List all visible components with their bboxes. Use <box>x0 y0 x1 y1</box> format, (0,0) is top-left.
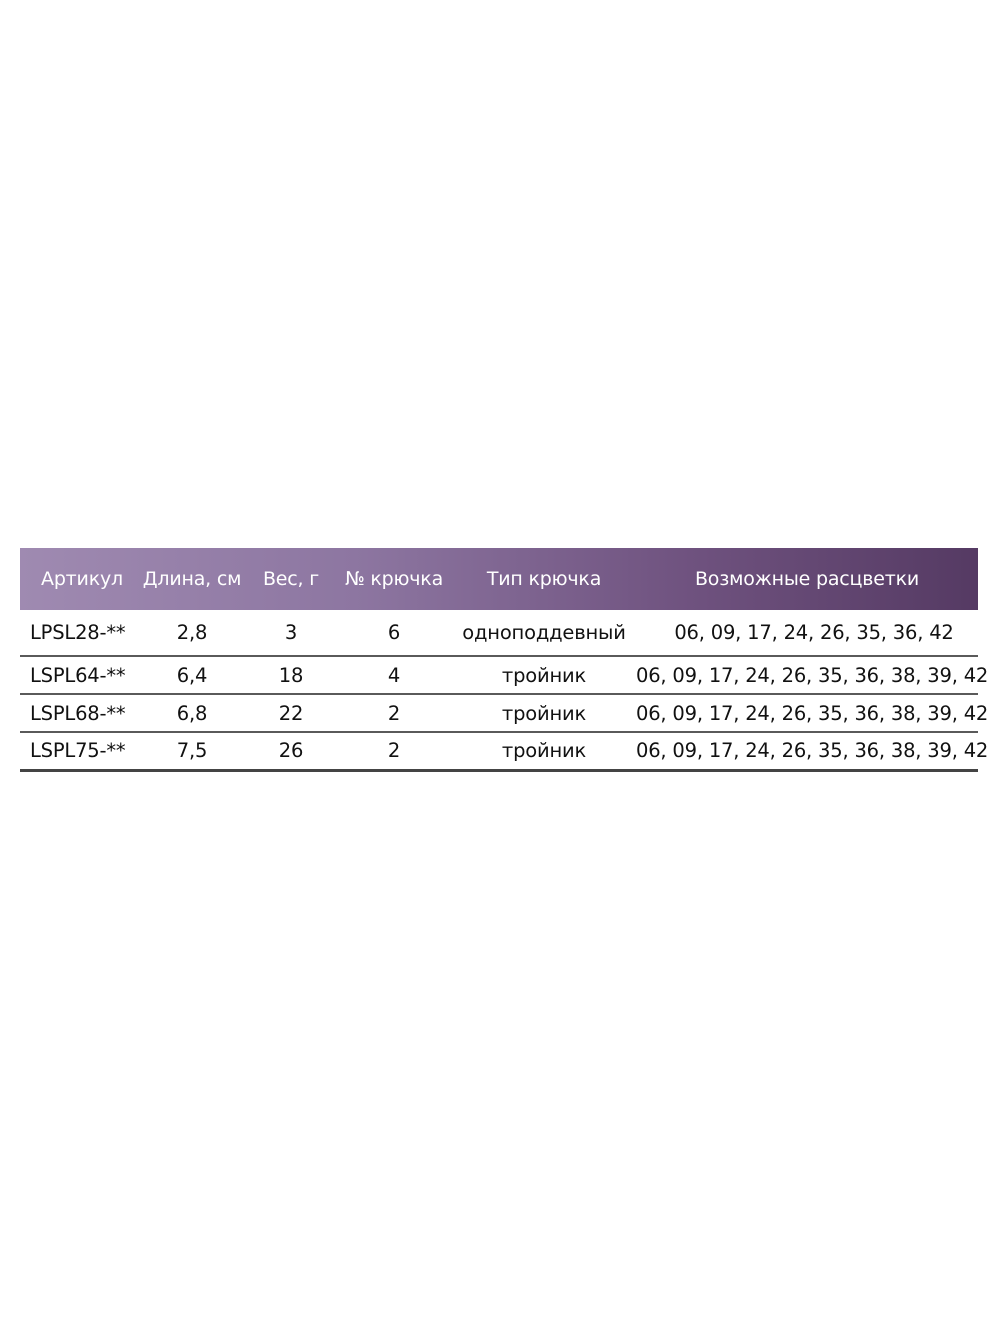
cell-article: LSPL75-** <box>20 732 138 770</box>
cell-weight: 26 <box>246 732 336 770</box>
header-hook-number: № крючка <box>344 568 444 590</box>
cell-article: LSPL64-** <box>20 656 138 694</box>
cell-hook-number: 2 <box>336 732 452 770</box>
cell-hook-number: 6 <box>336 610 452 656</box>
header-weight: Вес, г <box>262 568 320 590</box>
header-hook-type: Тип крючка <box>486 568 602 590</box>
cell-hook-number: 2 <box>336 694 452 732</box>
cell-length: 6,8 <box>138 694 246 732</box>
table-row <box>20 732 978 770</box>
cell-hook-type: тройник <box>452 694 636 732</box>
product-spec-table <box>20 548 989 772</box>
cell-length: 7,5 <box>138 732 246 770</box>
cell-colors: 06, 09, 17, 24, 26, 35, 36, 42 <box>636 610 978 656</box>
table-header-row <box>20 548 978 610</box>
cell-colors: 06, 09, 17, 24, 26, 35, 36, 38, 39, 42 <box>636 732 978 770</box>
cell-weight: 18 <box>246 656 336 694</box>
table-row <box>20 610 978 656</box>
cell-colors: 06, 09, 17, 24, 26, 35, 36, 38, 39, 42 <box>636 694 978 732</box>
cell-hook-number: 4 <box>336 656 452 694</box>
cell-hook-type: тройник <box>452 656 636 694</box>
cell-length: 2,8 <box>138 610 246 656</box>
cell-article: LPSL28-** <box>20 610 138 656</box>
cell-colors: 06, 09, 17, 24, 26, 35, 36, 38, 39, 42 <box>636 656 978 694</box>
cell-hook-type: одноподдевный <box>452 610 636 656</box>
header-length: Длина, см <box>142 568 242 590</box>
header-article: Артикул <box>41 568 123 590</box>
header-colors: Возможные расцветки <box>694 568 920 590</box>
cell-weight: 22 <box>246 694 336 732</box>
cell-weight: 3 <box>246 610 336 656</box>
table-row <box>20 656 978 694</box>
cell-article: LSPL68-** <box>20 694 138 732</box>
cell-hook-type: тройник <box>452 732 636 770</box>
table-row <box>20 694 978 732</box>
cell-length: 6,4 <box>138 656 246 694</box>
